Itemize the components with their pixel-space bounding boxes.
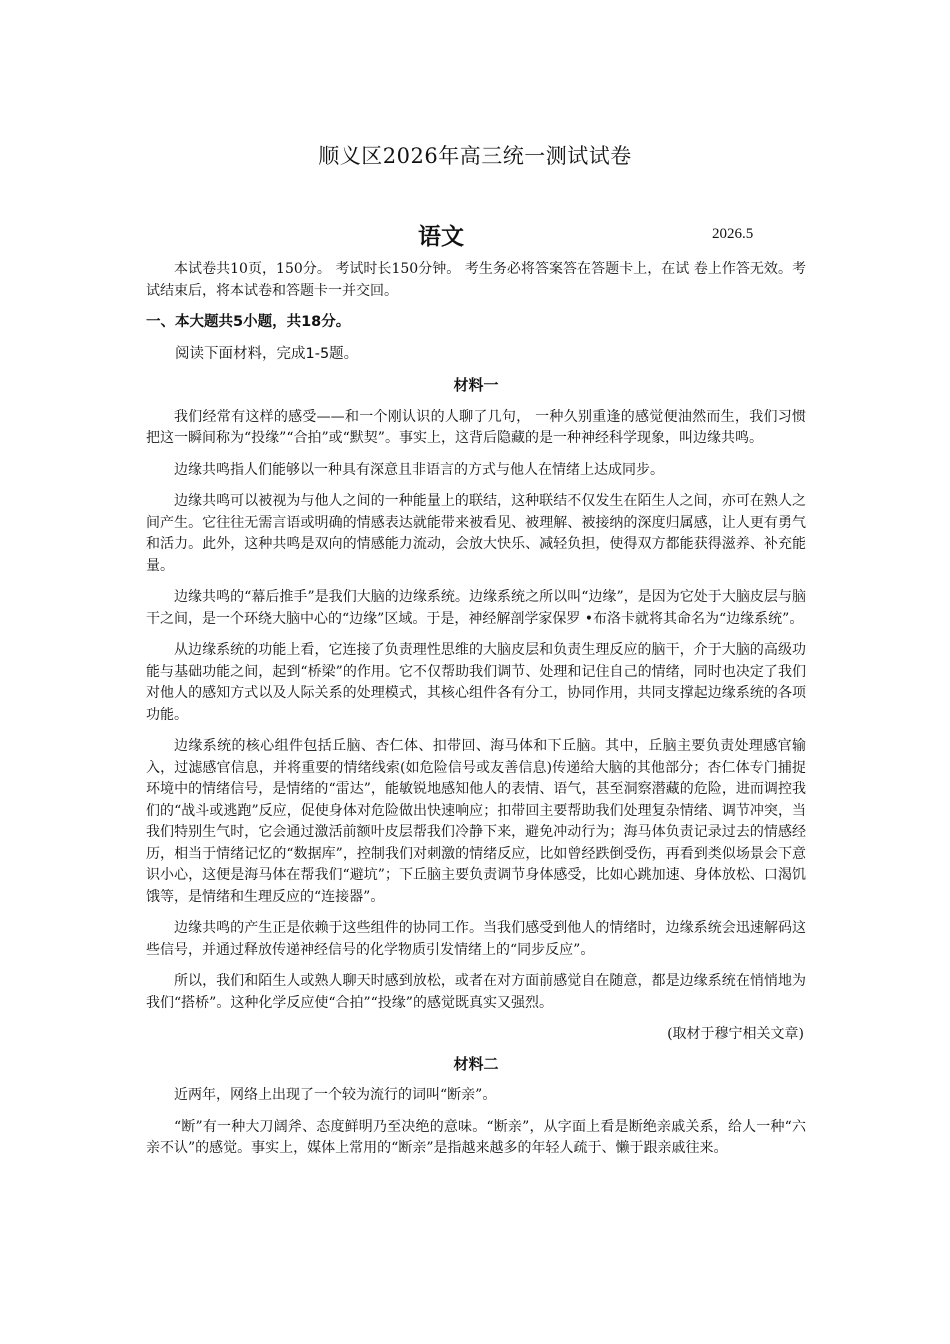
material-one-source: (取材于穆宁相关文章) [667, 1026, 804, 1042]
exam-date: 2026.5 [712, 226, 754, 242]
exam-content [146, 259, 806, 1170]
exam-instructions: 本试卷共10页，150分。 考试时长150分钟。 考生务必将答案答在答题卡上，在试 卷上作答无效。考试结束后，将本试卷和答题卡一并交回。 [146, 261, 806, 299]
material-two-paragraph: “断”有一种大刀阔斧、态度鲜明乃至决绝的意味。“断亲”，从字面上看是断绝亲戚关系，给人一种“六亲不认”的感觉。事实上，媒体上常用的“断亲”是指越来越多的年轻人疏于、懒于跟亲戚往来。 [146, 1118, 806, 1156]
material-one-paragraph: 边缘共鸣指人们能够以一种具有深意且非语言的方式与他人在情绪上达成同步。 [174, 461, 664, 478]
material-one-paragraph: 我们经常有这样的感受——和一个刚认识的人聊了几句， 一种久别重逢的感觉便油然而生，我们习惯把这一瞬间称为“投缘”“合拍”或“默契”。事实上，这背后隐藏的是一种神经科学现象，叫边缘共鸣。 [146, 408, 806, 446]
material-one-paragraph: 边缘共鸣的产生正是依赖于这些组件的协同工作。当我们感受到他人的情绪时，边缘系统会迅速解码这些信号，并通过释放传递神经信号的化学物质引发情绪上的“同步反应”。 [146, 920, 806, 958]
material-one-paragraph: 从边缘系统的功能上看，它连接了负责理性思维的大脑皮层和负责生理反应的脑干，介于大脑的高级功能与基础功能之间，起到“桥梁”的作用。它不仅帮助我们调节、处理和记住自己的情绪，同时也决定了我们对他人的感知方式以及人际关系的处理模式，其核心组件各有分工，协同作用，共同支撑起边缘系统的各项功能。 [146, 642, 806, 723]
material-one-paragraph: 边缘共鸣的“幕后推手”是我们大脑的边缘系统。边缘系统之所以叫“边缘”，是因为它处于大脑皮层与脑干之间，是一个环绕大脑中心的“边缘”区域。于是，神经解剖学家保罗 •布洛卡就将其命名为“边缘系统”。 [146, 589, 806, 627]
task-instruction: 阅读下面材料，完成1-5题。 [175, 345, 359, 362]
exam-title: 顺义区2026年高三统一测试试卷 [318, 144, 632, 168]
material-two-title: 材料二 [453, 1054, 499, 1073]
material-one-title: 材料一 [453, 376, 499, 394]
subject-title: 语文 [418, 224, 464, 250]
material-two-paragraph: 近两年，网络上出现了一个较为流行的词叫“断亲”。 [174, 1087, 497, 1103]
material-one-paragraph: 边缘共鸣可以被视为与他人之间的一种能量上的联结，这种联结不仅发生在陌生人之间，亦可在熟人之间产生。它往往无需言语或明确的情感表达就能带来被看见、被理解、被接纳的深度归属感，让人更有勇气和活力。此外，这种共鸣是双向的情感能力流动，会放大快乐、减轻负担，使得双方都能获得滋养、补充能量。 [146, 493, 806, 574]
material-one-paragraph: 所以，我们和陌生人或熟人聊天时感到放松，或者在对方面前感觉自在随意，都是边缘系统在悄悄地为我们“搭桥”。这种化学反应使“合拍”“投缘”的感觉既真实又强烈。 [146, 973, 806, 1011]
material-one-paragraph: 边缘系统的核心组件包括丘脑、杏仁体、扣带回、海马体和下丘脑。其中，丘脑主要负责处理感官输入，过滤感官信息，并将重要的情绪线索(如危险信号或友善信息)传递给大脑的其他部分；杏仁体专门捕捉环境中的情绪信号，是情绪的“雷达”，能敏锐地感知他人的表情、语气，甚至洞察潜藏的危险，进而调控我们的“战斗或逃跑”反应，促使身体对危险做出快速响应；扣带回主要帮助我们处理复杂情绪、调节冲突，当我们特别生气时，它会通过激活前额叶皮层帮我们冷静下来，避免冲动行为；海马体负责记录过去的情感经历，相当于情绪记忆的“数据库”，控制我们对刺激的情绪反应，比如曾经跌倒受伤，再看到类似场景会下意识小心，这便是海马体在帮我们“避坑”；下丘脑主要负责调节身体感受，比如心跳加速、身体放松、口渴饥饿等，是情绪和生理反应的“连接器”。 [146, 738, 806, 905]
section-heading: 一、本大题共5小题，共18分。 [146, 314, 351, 330]
